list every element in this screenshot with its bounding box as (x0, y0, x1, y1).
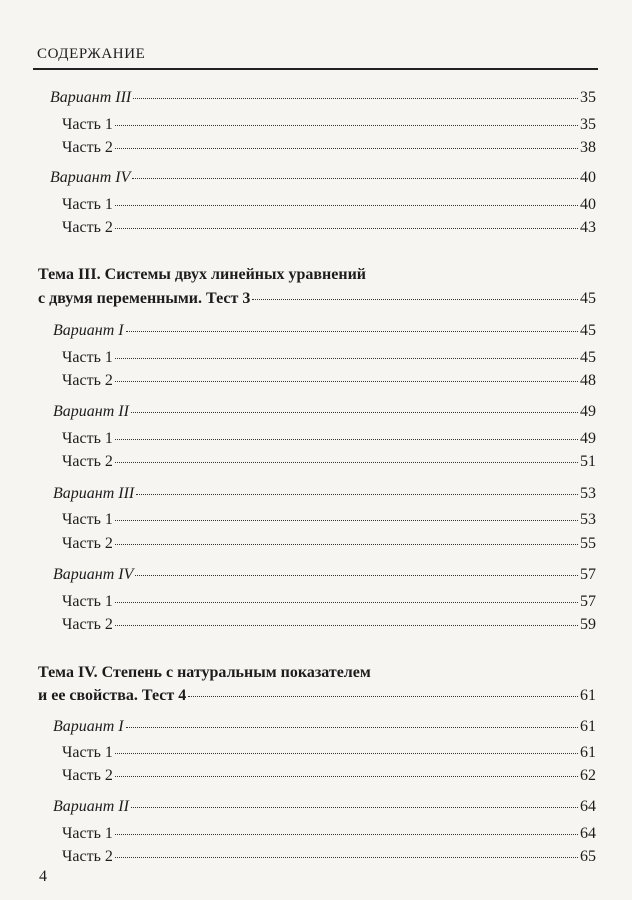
toc-entry-label: Часть 2 (62, 767, 113, 784)
toc-entry-theme-4[interactable] (38, 687, 596, 705)
dot-leader (126, 727, 578, 728)
dot-leader (136, 494, 578, 495)
toc-entry-label: Часть 1 (62, 116, 113, 133)
toc-entry-part[interactable] (62, 139, 596, 157)
toc-entry-label: Часть 2 (62, 139, 113, 156)
toc-entry-page: 49 (580, 430, 596, 447)
toc-entry-page: 61 (580, 687, 596, 704)
dot-leader (115, 776, 578, 777)
toc-entry-part[interactable] (62, 744, 596, 762)
toc-entry-part[interactable] (62, 349, 596, 367)
dot-leader (131, 807, 578, 808)
toc-entry-part[interactable] (62, 116, 596, 134)
dot-leader (115, 857, 578, 858)
toc-entry-label: Часть 1 (62, 196, 113, 213)
toc-entry-label: Часть 2 (62, 535, 113, 552)
toc-entry-variant-2[interactable] (53, 798, 596, 816)
toc-entry-label: Вариант III (50, 89, 132, 106)
dot-leader (115, 602, 578, 603)
toc-entry-label: Часть 2 (62, 372, 113, 389)
toc-entry-part[interactable] (62, 767, 596, 785)
dot-leader (115, 205, 578, 206)
toc-entry-label: Вариант IV (53, 566, 134, 583)
dot-leader (115, 462, 578, 463)
toc-entry-theme-3[interactable] (38, 290, 596, 308)
toc-entry-label: Часть 1 (62, 825, 113, 842)
dot-leader (126, 331, 578, 332)
toc-entry-part[interactable] (62, 616, 596, 634)
toc-entry-variant-3[interactable] (53, 485, 596, 503)
dot-leader (115, 439, 578, 440)
dot-leader (115, 148, 578, 149)
toc-entry-part[interactable] (62, 535, 596, 553)
toc-entry-page: 65 (580, 848, 596, 865)
toc-entry-page: 64 (580, 798, 596, 815)
theme-4-title-line1: Тема IV. Степень с натуральным показателем (38, 664, 371, 681)
toc-entry-page: 57 (580, 566, 596, 583)
toc-entry-page: 51 (580, 453, 596, 470)
toc-entry-page: 64 (580, 825, 596, 842)
dot-leader (115, 753, 578, 754)
toc-entry-page: 57 (580, 593, 596, 610)
toc-entry-part[interactable] (62, 453, 596, 471)
toc-entry-part[interactable] (62, 430, 596, 448)
dot-leader (115, 358, 578, 359)
toc-entry-label: Часть 1 (62, 511, 113, 528)
dot-leader (115, 834, 578, 835)
toc-entry-label: Вариант II (53, 798, 129, 815)
toc-entry-label: Часть 2 (62, 219, 113, 236)
toc-entry-page: 61 (580, 744, 596, 761)
toc-entry-page: 55 (580, 535, 596, 552)
toc-entry-variant-2[interactable] (53, 403, 596, 421)
dot-leader (115, 381, 578, 382)
toc-entry-page: 62 (580, 767, 596, 784)
toc-entry-part[interactable] (62, 219, 596, 237)
toc-entry-label: Часть 1 (62, 744, 113, 761)
toc-entry-page: 40 (580, 169, 596, 186)
dot-leader (115, 625, 578, 626)
toc-entry-label: Вариант III (53, 485, 135, 502)
toc-entry-page: 48 (580, 372, 596, 389)
toc-entry-label: Часть 1 (62, 349, 113, 366)
toc-entry-label: Вариант II (53, 403, 129, 420)
toc-entry-page: 35 (580, 89, 596, 106)
toc-entry-variant-4[interactable] (50, 169, 596, 187)
page-title: СОДЕРЖАНИЕ (37, 46, 146, 62)
dot-leader (132, 178, 578, 179)
toc-entry-page: 38 (580, 139, 596, 156)
dot-leader (115, 228, 578, 229)
toc-entry-part[interactable] (62, 825, 596, 843)
theme-4-title-line2: и ее свойства. Тест 4 (38, 687, 187, 704)
toc-entry-variant-3[interactable] (50, 89, 596, 107)
toc-entry-variant-1[interactable] (53, 718, 596, 736)
toc-entry-page: 43 (580, 219, 596, 236)
toc-entry-label: Вариант I (53, 718, 124, 735)
dot-leader (133, 98, 578, 99)
toc-entry-variant-1[interactable] (53, 322, 596, 340)
dot-leader (135, 575, 578, 576)
toc-entry-page: 53 (580, 485, 596, 502)
toc-entry-label: Часть 2 (62, 616, 113, 633)
toc-entry-page: 53 (580, 511, 596, 528)
toc-entry-part[interactable] (62, 196, 596, 214)
theme-3-title-line2: с двумя переменными. Тест 3 (38, 290, 251, 307)
dot-leader (188, 696, 578, 697)
page-number: 4 (39, 868, 47, 885)
toc-entry-label: Часть 2 (62, 848, 113, 865)
dot-leader (115, 125, 578, 126)
toc-entry-page: 45 (580, 349, 596, 366)
toc-entry-label: Вариант IV (50, 169, 131, 186)
toc-entry-page: 61 (580, 718, 596, 735)
toc-entry-label: Часть 1 (62, 430, 113, 447)
toc-entry-page: 59 (580, 616, 596, 633)
toc-entry-part[interactable] (62, 511, 596, 529)
toc-entry-label: Вариант I (53, 322, 124, 339)
dot-leader (252, 299, 578, 300)
toc-entry-page: 40 (580, 196, 596, 213)
toc-entry-part[interactable] (62, 848, 596, 866)
toc-entry-label: Часть 1 (62, 593, 113, 610)
dot-leader (115, 544, 578, 545)
toc-entry-page: 45 (580, 290, 596, 307)
toc-entry-page: 45 (580, 322, 596, 339)
toc-entry-part[interactable] (62, 372, 596, 390)
theme-3-title-line1: Тема III. Системы двух линейных уравнений (38, 266, 367, 283)
toc-entry-page: 35 (580, 116, 596, 133)
toc-entry-part[interactable] (62, 593, 596, 611)
toc-entry-label: Часть 2 (62, 453, 113, 470)
toc-entry-variant-4[interactable] (53, 566, 596, 584)
dot-leader (131, 412, 578, 413)
toc-entry-page: 49 (580, 403, 596, 420)
dot-leader (115, 520, 578, 521)
